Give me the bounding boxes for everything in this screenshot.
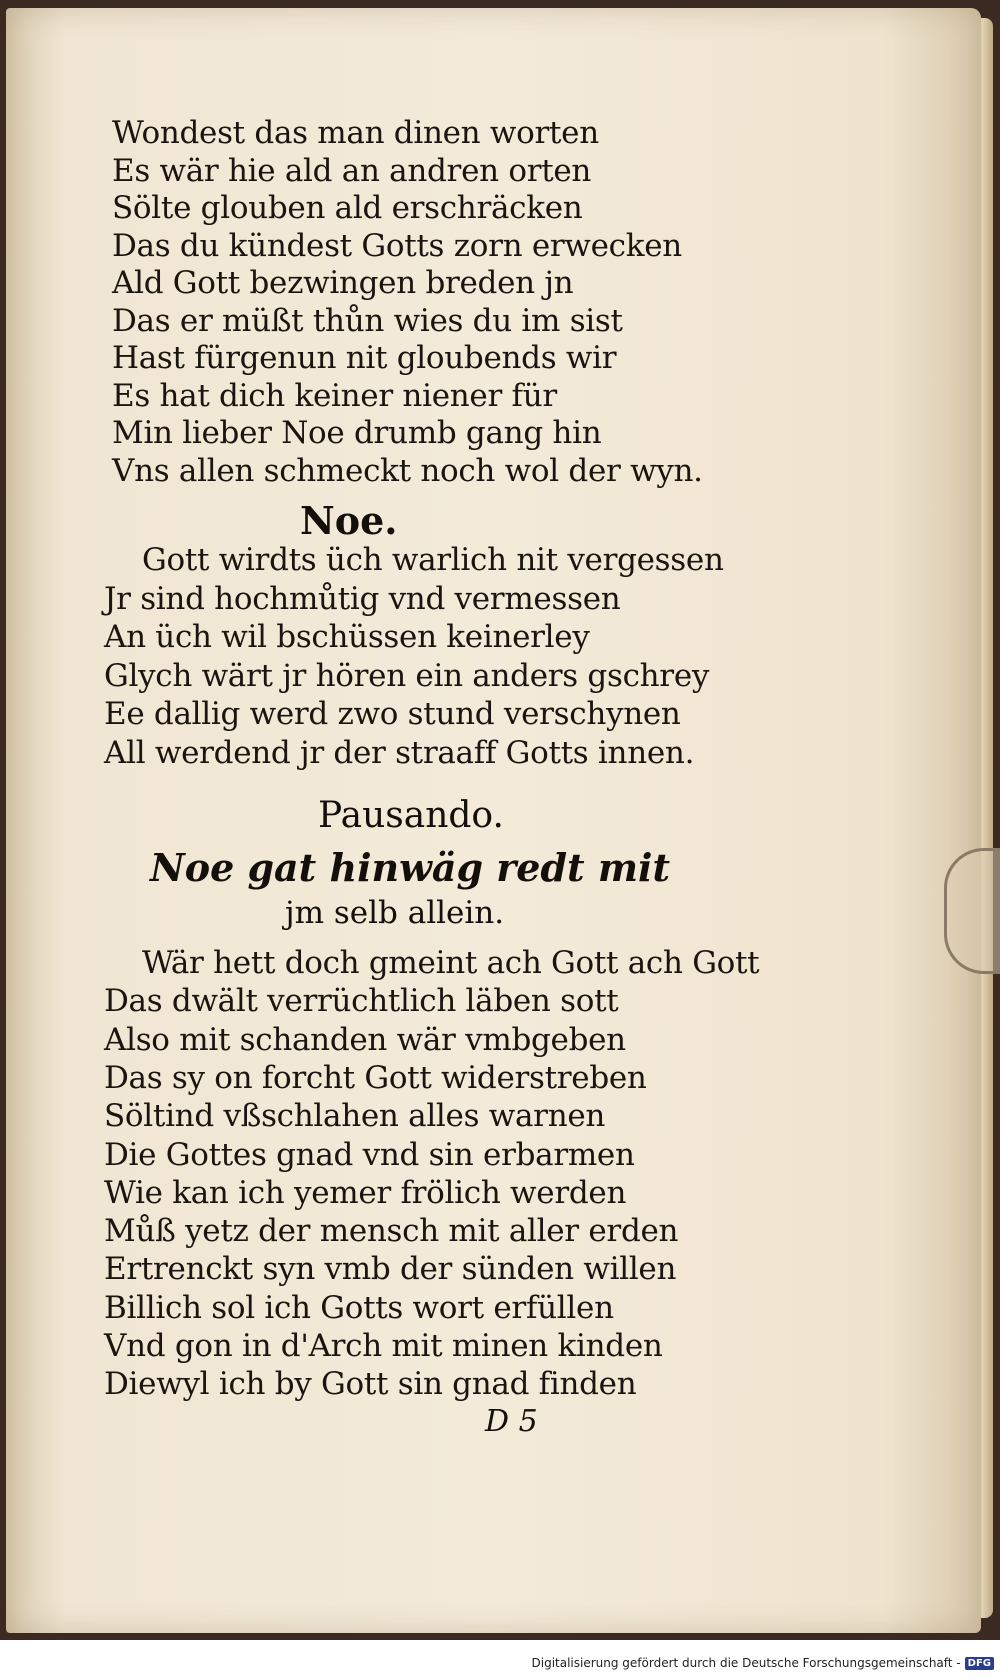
- verse-line: Es wär hie ald an andren orten: [112, 152, 592, 189]
- verse-line: Sölte glouben ald erschräcken: [112, 190, 583, 226]
- verse-line: Glych wärt jr hören ein anders gschrey: [104, 657, 710, 694]
- verse-line: Es hat dich keiner niener für: [112, 377, 557, 414]
- verse-line: Ee dallig werd zwo stund verschynen: [104, 696, 681, 732]
- dfg-logo: DFG: [965, 1657, 994, 1670]
- footer-text: Digitalisierung gefördert durch die Deutsche Forschungsgemeinschaft -: [531, 1656, 961, 1670]
- verse-line: All werdend jr der straaff Gotts innen.: [104, 734, 695, 771]
- verse-line: Also mit schanden wär vmbgeben: [104, 1021, 626, 1058]
- verse-line: An üch wil bschüssen keinerley: [104, 619, 590, 655]
- verse-line: Wondest das man dinen worten: [112, 115, 599, 151]
- pausando-heading: Pausando.: [318, 795, 504, 836]
- verse-line: Ald Gott bezwingen breden jn: [112, 265, 574, 301]
- verse-line: Můß yetz der mensch mit aller erden: [104, 1213, 679, 1250]
- verse-line: Das er müßt thůn wies du im sist: [112, 302, 623, 339]
- verse-line: Das sy on forcht Gott widerstreben: [104, 1059, 647, 1096]
- footer: [532, 1656, 995, 1670]
- verse-line: Das du kündest Gotts zorn erwecken: [112, 227, 682, 264]
- verse-line: Die Gottes gnad vnd sin erbarmen: [104, 1136, 635, 1173]
- verse-line: Wär hett doch gmeint ach Gott ach Gott: [142, 945, 760, 981]
- verse-line: Das dwält verrüchtlich läben sott: [104, 983, 619, 1020]
- verse-line: Ertrenckt syn vmb der sünden willen: [104, 1251, 677, 1288]
- stage-direction-line-1: Noe gat hinwäg redt mit: [150, 845, 671, 890]
- verse-line: Min lieber Noe drumb gang hin: [112, 415, 602, 451]
- verse-line: Vnd gon in d'Arch mit minen kinden: [104, 1328, 663, 1364]
- verse-line: Söltind vßschlahen alles warnen: [104, 1098, 606, 1135]
- verse-line: Billich sol ich Gotts wort erfüllen: [104, 1289, 614, 1326]
- verse-line: Hast fürgenun nit gloubends wir: [112, 340, 617, 376]
- verse-line: Jr sind hochmůtig vnd vermessen: [104, 580, 621, 617]
- verse-line: Wie kan ich yemer frölich werden: [104, 1174, 627, 1211]
- verse-line: Diewyl ich by Gott sin gnad finden: [104, 1366, 637, 1403]
- signature-mark: D 5: [485, 1404, 538, 1439]
- verse-line: Gott wirdts üch warlich nit vergessen: [142, 542, 724, 578]
- verse-line: Vns allen schmeckt noch wol der wyn.: [112, 452, 703, 489]
- speaker-noe: Noe.: [300, 498, 398, 543]
- stage-direction-line-2: jm selb allein.: [285, 895, 505, 931]
